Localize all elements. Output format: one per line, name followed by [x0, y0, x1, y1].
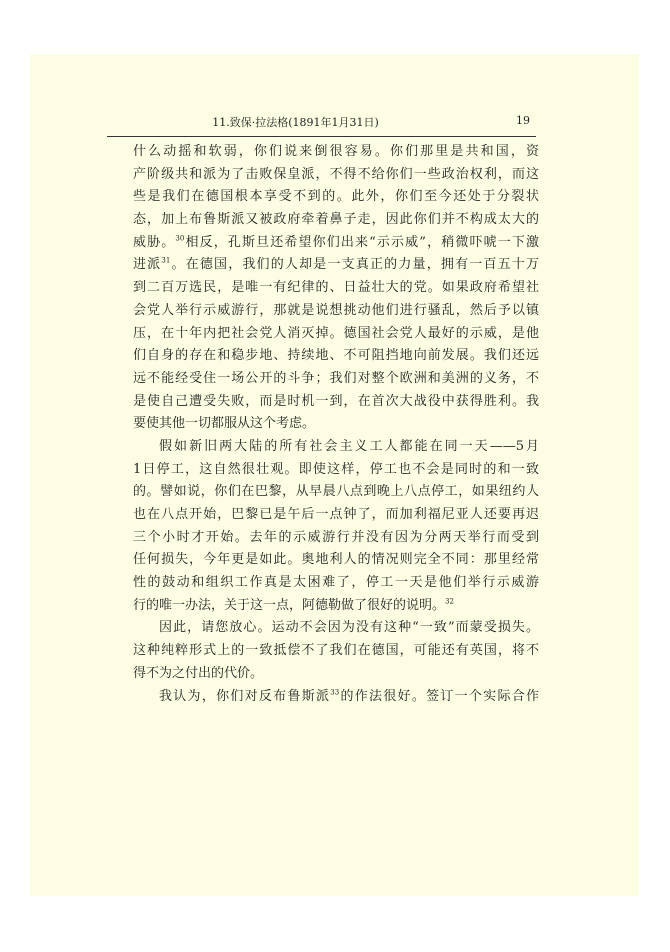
text-line: 任何损失，今年更是如此。奥地利人的情况则完全不同：那里经常	[133, 552, 539, 568]
text-segment: 行的唯一办法，关于这一点，阿德勒做了很好的说明。	[133, 597, 446, 613]
text-line: 得不为之付出的代价。	[133, 665, 264, 681]
text-line: 性的鼓动和组织工作真是太困难了，停工一天是他们举行示威游	[133, 575, 539, 591]
text-segment: 威胁。	[133, 234, 176, 250]
body-text	[133, 141, 539, 708]
footnote-marker: 31	[161, 257, 171, 266]
footnote-marker: 30	[175, 234, 185, 243]
text-line: 会党人举行示威游行，那就是说想挑动他们进行骚乱，然后予以镇	[133, 302, 539, 318]
text-line	[133, 686, 539, 709]
paragraph-1	[133, 141, 539, 436]
paragraph-3	[133, 617, 539, 685]
text-line: 们自身的存在和稳步地、持续地、不可阻挡地向前发展。我们还远	[133, 348, 539, 364]
text-line: 1日停工，这自然很壮观。即使这样，停工也不会是同时的和一致	[133, 461, 539, 477]
text-line: 产阶级共和派为了击败保皇派，不得不给你们一些政治权利，而这	[133, 166, 539, 182]
text-line: 到二百万选民，是唯一有纪律的、日益壮大的党。如果政府希望社	[133, 280, 539, 296]
text-line: 也在八点开始，巴黎已是午后一点钟了，而加利福尼亚人还要再迟	[133, 507, 539, 522]
text-segment: 我认为，你们对反布鲁斯派	[159, 688, 331, 704]
paragraph-2	[133, 436, 539, 618]
text-line	[133, 595, 539, 618]
text-segment: 。在德国，我们的人却是一支真正的力量，拥有一百五十万	[170, 257, 539, 273]
text-line: 远不能经受住一场公开的斗争；我们对整个欧洲和美洲的义务，不	[133, 370, 539, 386]
text-segment: 相反，孔斯旦还希望你们出来“示示威”，稍微吓唬一下激	[184, 234, 539, 250]
text-line: 要使其他一切都服从这个考虑。	[133, 416, 316, 432]
text-segment: 的作法很好。签订一个实际合作	[339, 688, 539, 704]
text-line: 什么动摇和软弱，你们说来倒很容易。你们那里是共和国，资	[133, 144, 539, 159]
footnote-marker: 32	[445, 597, 454, 606]
text-line: 三个小时才开始。去年的示威游行并没有因为分两天举行而受到	[133, 529, 539, 545]
text-line	[133, 254, 539, 277]
text-line: 这种纯粹形式上的一致抵偿不了我们在德国，可能还有英国，将不	[133, 643, 539, 659]
text-line: 因此，请您放心。运动不会因为没有这种“一致”而蒙受损失。	[159, 620, 539, 636]
text-line: 压，在十年内把社会党人消灭掉。德国社会党人最好的示威，是他	[133, 325, 539, 341]
header-title: 11.致保·拉法格(1891年1月31日)	[212, 116, 379, 129]
text-line: 态，加上布鲁斯派又被政府牵着鼻子走，因此你们并不构成太大的	[133, 212, 539, 228]
text-line: 些是我们在德国根本享受不到的。此外，你们至今还处于分裂状	[133, 189, 539, 205]
text-line: 假如新旧两大陆的所有社会主义工人都能在同一天——5月	[159, 438, 539, 454]
footnote-marker: 33	[330, 688, 340, 697]
text-line: 的。譬如说，你们在巴黎，从早晨八点到晚上八点停工，如果纽约人	[133, 484, 539, 500]
page-number: 19	[516, 114, 530, 127]
text-line	[133, 232, 539, 255]
text-segment: 进派	[133, 257, 162, 273]
running-header	[107, 108, 536, 137]
paragraph-4	[133, 686, 539, 709]
text-line: 是使自己遭受失败，而是时机一到，在首次大战役中获得胜利。我	[133, 393, 539, 409]
